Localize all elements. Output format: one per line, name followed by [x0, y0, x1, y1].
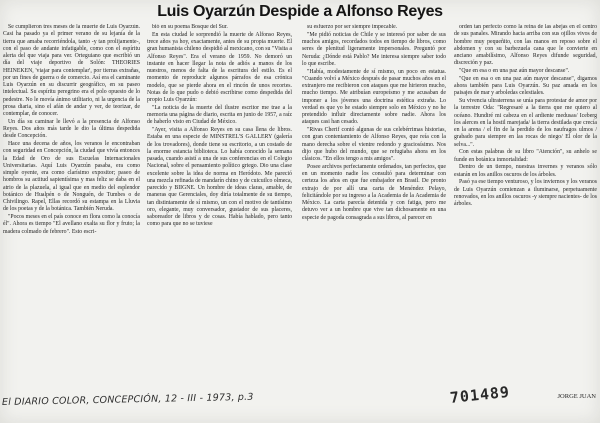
paragraph: Un día su caminar le llevó a la presencia de Alfonso Reyes. Dos años más tarde le dio la última despedida desde Concepción. — [3, 118, 140, 140]
handwritten-source-note: El DIARIO COLOR, CONCEPCIÓN, 12 - III - 1973, p.3 — [1, 391, 254, 408]
column-2 — [147, 24, 292, 384]
paragraph: Su vivencia ultraterrena se unía para protestar de amor por la terrestre Oda: "Regresaré a la tierra que me quiero al océano. Hundiré mi cabeza en el ardiente medusas/ Iceberg los alerces en la hostil marejada/ la tierra destilada que crecía en la arena / el fin de la perdido de los naufragos ulmos / grabado para siempre en las rocas de niego/ El olor de la selva...". — [454, 98, 597, 148]
column-3 — [302, 24, 446, 384]
paragraph: su esfuerzo por ser siempre impecable. — [307, 24, 398, 30]
headline: Luis Oyarzún Despide a Alfonso Reyes — [157, 3, 443, 20]
paragraph: Se cumplieron tres meses de la muerte de Luis Oyarzún. Casi ha pasado ya el primer verano de su lejanía de la tierra que amaba recorriéndola, tanto -y tan prolijamente-, con el paso de andante infatigable, como con el espíritu alerta del que viaja para ver. Orteguiano que escribió un día del viaje deportivo de Solón: THEORIES HEINEKEN, 'viajar para contemplar', por tierras extrañas, por un fines de guerra o de comercio. Así era el caminante Luis Oyarzún en su discurrir geográfico, en su paseo intelectual. Su espíritu peregrino era el polo opuesto de lo pedestre. No le movía ánimo utilitario, ni la urgencia de la prosa diaria, sino el afán de andar y ver, de teorizar, de contemplar, de conocer. — [3, 24, 140, 117]
paragraph: "Había, modestamente de sí mismo, un poco en estatua. "Cuando volví a México después de pasar muchos años en el extranjero me recibieron con ataques que me hirieron mucho, mucho tiempo. Me atribuían europeísmo y me acusaban de imponer a los jóvenes una doctrina estética extraña. Lo verdad es que yo he estado siempre solo en México y no he pretendido influir directamente sobre nadie. Ahora los ataques casi han cesado. — [302, 68, 446, 126]
paragraph: Posee archivos perfectamente ordenados, tan perfectos, que en un momento nadie los consultó para determinar con certeza los años en que fue embajador en Brasil. De pronto extrajo de por allí una carta de Menéndez Pelayo, felicitándole por su ingreso a la Academia de la Academia de México. La carta parecía detenida y con fatiga, pero me detuvo ver a un hombre que vive tan dichosamente en una especie de pagoda consagrada a sus libros, al parecer en — [302, 163, 446, 221]
paragraph: "La noticia de la muerte del ilustre escritor me trae a la memoria una página de diario, escrita en junio de 1957, a raíz de haberlo visto en Ciudad de México. — [147, 104, 292, 126]
paragraph: Hace una decena de años, los veranos le encontraban con seguridad en Concepción, la ciudad que vivía entonces la Edad de Oro de sus Escuelas Internacionales Universitarias. Aquí Luis Oyarzún pasaba, era como simple oyente, era como clarísimo expositor; paseo de hombros su actitud sapientísima y mas feliz se daba en el atrio de la plazuela, al igual que en medio del esplendor botánico de Hualpén o de Nonguén, de Tumbes o de Chivilingo. Rapel, Ellas recordó su estampa en la Lluvia de los poetas y de la botánica. También Neruda. — [3, 141, 140, 213]
paragraph: Dentro de un tiempo, nuestras invernes y veranos sólo estarán en los anillos oscuros de los árboles. — [454, 164, 597, 178]
archive-number: 701489 — [449, 382, 511, 407]
paragraph: "Pocos meses en el país conoce en flora como la conocía él". Ahora es tiempo "El avellano exalta su flor y fruto; la madera colmado de febrero". Esto escri- — [3, 214, 140, 235]
paragraph: En esta ciudad le sorprendió la muerte de Alfonso Reyes, trece años ya hoy, exactamente, antes de su propia muerte. El gran humanista chileno despidió al mexicano, con su "Visita a Alfonso Reyes". Era el verano de 1959. No demoró un instante en hacer llegar la nota de adiós a manos de los nuestros, menos de falta de la escritura del estilo. Es el momento de reproducir algunos párrafos de esa crónica modelo, que se pierde ahora en el rincón de unos recortes. Notas de lo que pudo o debió escribirse como despedida del propio Luis Oyarzún: — [147, 31, 292, 103]
paragraph: "Que en esa o en una paz aún mayor descanse", digamos ahora también para Luis Oyarzún. Su paz amada en los paisajes de mar y arboledas celestiales. — [454, 75, 597, 97]
column-1 — [3, 24, 140, 384]
paragraph: "Que en esa o en una paz aún mayor descanse". — [459, 68, 570, 74]
column-4 — [454, 24, 597, 384]
paragraph: bió en su poema Bosque del Sur. — [152, 24, 228, 30]
paragraph: "Ayer, visita a Alfonso Reyes en su casa llena de libros. Estaba en una especie de MINSTREL'S GALLERY (galería de los trovadores), donde tiene su escritorio, a un costado de la enorme estancia biblioteca. Lo había conocido la semana pasada, cuando asistí a una de sus conferencias en el Colegio Nacional, sobre el pensamiento político griego. Dio una clase excelente sobre la idea de norma en Heródoto. Me pareció una mezcla refinada de mandarín chino y de cuicuilco olmeca, parecido y BIIGNE. Un hombre de ideas claras, amable, de maneras que Gerenciales, doy diría totalmente de su tiempo, tan distintamente de sí mismo, un con el motivo de tantísimo oro, elegante, muy conversador, gustador de sus placeres, saboreador de libros y de cosas. Había hablado, pero tanto como para que no se tuviese — [147, 127, 292, 228]
paragraph: Pasó ya ese tiempo venturoso, y los inviernos y los veranos de Luis Oyarzún comienzan a iluminarse, perpetuamente renovados, en los anillos oscuros -y siempre nacientes- de los árboles. — [454, 179, 597, 207]
paragraph: Con estas palabras de su libro "Atención", su anhelo se funde en botánica inmortalidad: — [454, 149, 597, 163]
paragraph: "Me pidió noticias de Chile y se interesó por saber de sus muchos amigos, recordados todos en tiempo de libros, como seres de plenitud ligeramente impersonales. Preguntó por Neruda: ¿Dónde está Pablo? Me interesa siempre saber todo lo que escribe. — [302, 31, 446, 67]
paragraph: "Rivas Cherif contó algunas de sus celebérrimas historias, con gran contentamiento de Alfonso Reyes, que reía con la mano derecha sobre el vientre redondo y graciosísimo. Nos dijo que hubo del mundo, que se refugiaba ahora en los clásicos. "En ellos tengo a mis amigos". — [302, 127, 446, 162]
byline: JORGE JUAN — [557, 393, 596, 400]
paragraph: orden tan perfecto como la reina de las abejas en el centro de sus panales. Mirando hacia arriba con sus ojillos vivos de hombre muy pequeñito, con las manos en reposo sobre el abdomen y con su barbezuela cana que le convierte en anciano amabilísimo, Alfonso Reyes difunde seguridad, discreción y paz. — [454, 24, 597, 67]
